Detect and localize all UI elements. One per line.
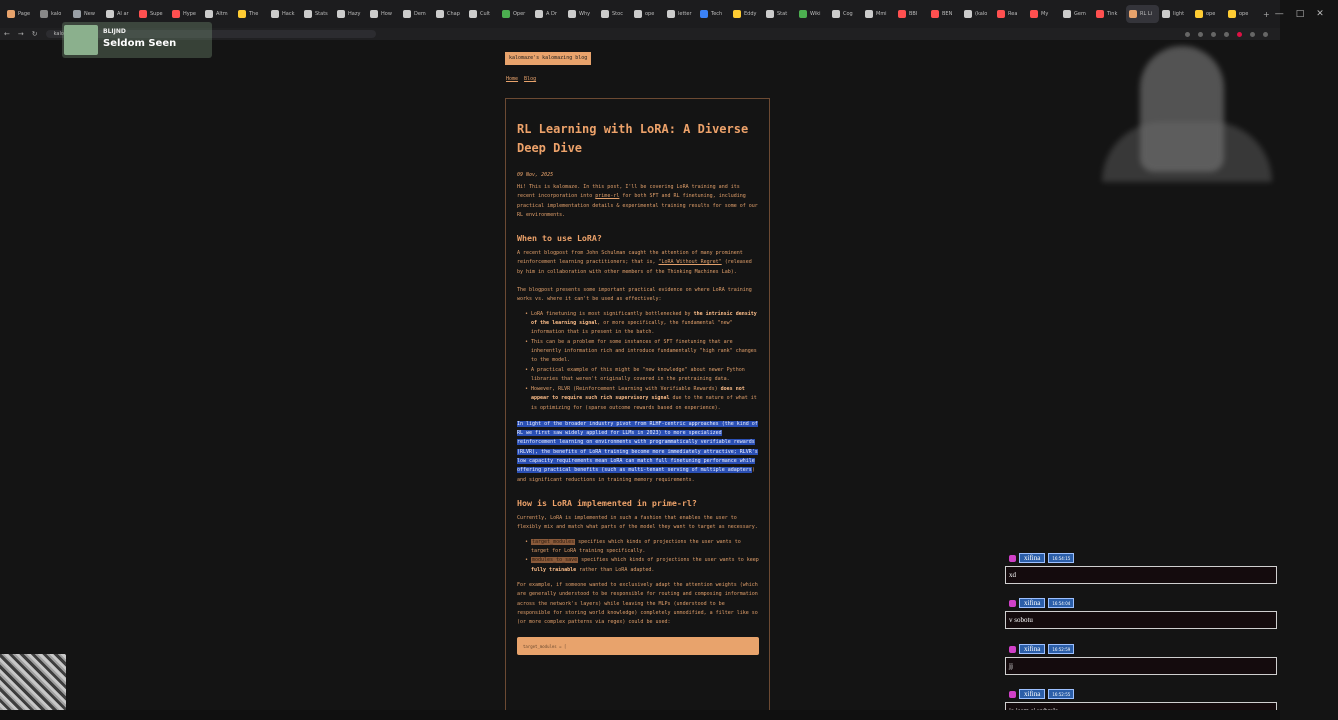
- browser-tab[interactable]: [994, 5, 1027, 23]
- tab-label: Hazy: [348, 11, 361, 17]
- chat-text: jj: [1005, 657, 1277, 675]
- tab-label: letter: [678, 11, 692, 17]
- tab-label: Chap: [447, 11, 460, 17]
- favicon-icon: [1195, 10, 1203, 18]
- browser-tab[interactable]: [301, 5, 334, 23]
- heading-when-to-use: When to use LoRA?: [517, 233, 602, 244]
- tab-label: Supe: [150, 11, 163, 17]
- article-date: 09 Nov, 2025: [517, 172, 554, 178]
- inline-code: target_modules: [532, 538, 575, 545]
- article-title: RL Learning with LoRA: A Diverse Deep Dive: [517, 122, 749, 155]
- favicon-icon: [964, 10, 972, 18]
- now-playing-widget: [62, 22, 212, 58]
- browser-tab[interactable]: [1060, 5, 1093, 23]
- webcam-overlay: [1094, 24, 1280, 182]
- list-item: • However, RLVR (Reinforcement Learning with Verifiable Rewards) does not appear to require such rich supervisory signal due to the nature of what it is optimizing for (sparse outcome rewards based on experience).: [531, 385, 759, 413]
- tab-label: AI ar: [117, 11, 129, 17]
- chat-timestamp: 16:52:55: [1048, 689, 1074, 699]
- tab-label: The: [249, 11, 259, 17]
- site-title[interactable]: kalomaze's kalomazing blog: [505, 52, 591, 65]
- tab-label: kalo: [51, 11, 62, 17]
- now-playing-artist: BLIJND: [103, 28, 126, 35]
- favicon-icon: [1129, 10, 1137, 18]
- tab-label: Hack: [282, 11, 295, 17]
- tab-label: Cog: [843, 11, 853, 17]
- favicon-icon: [997, 10, 1005, 18]
- corner-pixel-art: [0, 654, 66, 718]
- browser-tab[interactable]: [796, 5, 829, 23]
- tab-label: BBI: [909, 11, 918, 17]
- chat-timestamp: 16:54:04: [1048, 598, 1074, 608]
- tab-label: Stats: [315, 11, 328, 17]
- browser-tab[interactable]: [1093, 5, 1126, 23]
- browser-tab[interactable]: [367, 5, 400, 23]
- favicon-icon: [172, 10, 180, 18]
- browser-tab[interactable]: [103, 5, 136, 23]
- tab-label: Tink: [1107, 11, 1118, 17]
- how-paragraph-2: For example, if someone wanted to exclusively adapt the attention weights (which are generally understood to be responsible for routing and composing information across the network's layers) while leaving the MLPs (understood to be responsible for storing world knowledge) completely unmodified, a filter like so (or more complex patterns via regex) could be used:: [517, 581, 758, 626]
- maximize-icon[interactable]: □: [1295, 9, 1305, 19]
- article-card: [505, 98, 770, 720]
- list-item: • This can be a problem for some instances of SFT finetuning that are inherently information rich and introduce fundamentally "high rank" changes to the model.: [531, 338, 759, 366]
- back-icon[interactable]: ←: [4, 30, 10, 38]
- browser-tab[interactable]: [268, 5, 301, 23]
- site-nav: [506, 76, 536, 82]
- browser-tab[interactable]: [169, 5, 202, 23]
- browser-tab[interactable]: [763, 5, 796, 23]
- nav-link-blog[interactable]: Blog: [524, 76, 537, 82]
- close-icon[interactable]: ✕: [1316, 9, 1324, 19]
- tab-label: Altm: [216, 11, 228, 17]
- inline-code: modules_to_save: [532, 557, 578, 564]
- tab-label: Dem: [414, 11, 426, 17]
- browser-tab[interactable]: [466, 5, 499, 23]
- intro-paragraph: Hi! This is kalomaze. In this post, I'll be covering LoRA training and its recent incorporation into prime-rl for both SFT and RL finetuning, including practical implementation details & experimental training results for some of our RL environments.: [517, 184, 758, 218]
- browser-tab[interactable]: [862, 5, 895, 23]
- favicon-icon: [502, 10, 510, 18]
- list-item: • A practical example of this might be "new knowledge" about newer Python libraries that weren't originally covered in the pretraining data.: [531, 366, 759, 385]
- browser-tab[interactable]: [598, 5, 631, 23]
- forward-icon[interactable]: →: [17, 30, 24, 38]
- chat-timestamp: 16:52:59: [1048, 644, 1074, 654]
- browser-tab[interactable]: [136, 5, 169, 23]
- browser-tab[interactable]: [631, 5, 664, 23]
- favicon-icon: [1030, 10, 1038, 18]
- favicon-icon: [898, 10, 906, 18]
- favicon-icon: [568, 10, 576, 18]
- chat-timestamp: 16:54:15: [1048, 553, 1074, 563]
- tab-label: Wiki: [810, 11, 821, 17]
- list-item: • LoRA finetuning is most significantly bottlenecked by the intrinsic density of the learning signal, or more specifically, the fundamental "new" information that is present in the batch.: [531, 310, 759, 338]
- favicon-icon: [832, 10, 840, 18]
- favicon-icon: [601, 10, 609, 18]
- favicon-icon: [634, 10, 642, 18]
- now-playing-track: Seldom Seen: [103, 38, 177, 49]
- favicon-icon: [1162, 10, 1170, 18]
- window-controls: [1275, 9, 1338, 19]
- tab-label: ope: [1239, 11, 1249, 17]
- favicon-icon: [205, 10, 213, 18]
- modules-list: [517, 538, 759, 575]
- browser-tab[interactable]: [1027, 5, 1060, 23]
- favicon-icon: [700, 10, 708, 18]
- tab-label: New: [84, 11, 95, 17]
- browser-tab[interactable]: [565, 5, 598, 23]
- favicon-icon: [1063, 10, 1071, 18]
- browser-tab[interactable]: [400, 5, 433, 23]
- tab-label: Page: [18, 11, 31, 17]
- tab-label: Hype: [183, 11, 196, 17]
- tab-label: Eddy: [744, 11, 757, 17]
- when-paragraph-1: A recent blogpost from John Schulman caught the attention of many prominent reinforcement learning practitioners; that is, "LoRA Without Regret" (released by him in collaboration with other members of the Thinking Machines Lab).: [517, 250, 752, 275]
- minimize-icon[interactable]: —: [1274, 9, 1284, 19]
- browser-tab[interactable]: [895, 5, 928, 23]
- chat-username: xifina: [1019, 553, 1045, 563]
- browser-tab[interactable]: [961, 5, 994, 23]
- favicon-icon: [7, 10, 15, 18]
- favicon-icon: [1096, 10, 1104, 18]
- browser-tab[interactable]: [4, 5, 37, 23]
- chat-badge-icon: [1009, 600, 1016, 607]
- browser-tab[interactable]: [532, 5, 565, 23]
- lora-without-regret-link[interactable]: "LoRA Without Regret": [658, 259, 722, 266]
- chat-badge-icon: [1009, 555, 1016, 562]
- favicon-icon: [139, 10, 147, 18]
- favicon-icon: [436, 10, 444, 18]
- tab-label: BEN: [942, 11, 953, 17]
- chat-badge-icon: [1009, 691, 1016, 698]
- tab-label: Gem: [1074, 11, 1086, 17]
- favicon-icon: [403, 10, 411, 18]
- highlighted-paragraph: In light of the broader industry pivot from RLHF-centric approaches (the kind of RL we first saw widely applied for LLMs in 2023) to more specialized reinforcement learning on environments with programmatically verifiable rewards (RLVR), the benefits of LoRA training become more immediately attractive; RLVR's low capacity requirements mean LoRA can match full finetuning performance while offering practical benefits (such as multi-tenant serving of multiple adapters) and significant reductions in training memory requirements.: [517, 420, 758, 483]
- tab-label: Tech: [711, 11, 723, 17]
- list-item: • target_modules specifies which kinds of projections the user wants to target for LoRA training specifically.: [531, 538, 759, 557]
- bottom-bar: [0, 710, 1280, 720]
- browser-tab[interactable]: [664, 5, 697, 23]
- chat-username: xifina: [1019, 689, 1045, 699]
- tab-label: A Dr: [546, 11, 557, 17]
- favicon-icon: [106, 10, 114, 18]
- favicon-icon: [271, 10, 279, 18]
- browser-tab[interactable]: [1126, 5, 1159, 23]
- tab-label: RL Li: [1140, 11, 1153, 17]
- favicon-icon: [865, 10, 873, 18]
- tab-label: ope: [1206, 11, 1216, 17]
- tab-label: (kalo: [975, 11, 988, 17]
- browser-tab[interactable]: [433, 5, 466, 23]
- evidence-list: [517, 310, 759, 413]
- code-block: target_modules = [: [517, 637, 759, 655]
- favicon-icon: [931, 10, 939, 18]
- favicon-icon: [799, 10, 807, 18]
- tab-label: How: [381, 11, 392, 17]
- chat-message: [1005, 598, 1277, 629]
- browser-tab[interactable]: [37, 5, 70, 23]
- browser-tab[interactable]: [334, 5, 367, 23]
- reload-icon[interactable]: ↻: [31, 30, 38, 38]
- new-tab-button[interactable]: +: [1263, 9, 1270, 19]
- chat-text: xd: [1005, 566, 1277, 584]
- list-item: • modules_to_save specifies which kinds of projections the user wants to keep fully trainable rather than LoRA adapted.: [531, 556, 759, 575]
- browser-tab[interactable]: [1225, 5, 1258, 23]
- browser-tab[interactable]: [499, 5, 532, 23]
- favicon-icon: [766, 10, 774, 18]
- favicon-icon: [238, 10, 246, 18]
- when-paragraph-2: The blogpost presents some important practical evidence on where LoRA training works vs. where it can't be used as effectively:: [517, 287, 752, 303]
- chat-username: xifina: [1019, 644, 1045, 654]
- favicon-icon: [535, 10, 543, 18]
- text-selection: In light of the broader industry pivot from RLHF-centric approaches (the kind of RL we first saw widely applied for LLMs in 2023) to more specialized reinforcement learning on environments with programmatically verifiable rewards (RLVR), the benefits of LoRA training become more immediately attractive; RLVR's low capacity requirements mean LoRA can match full finetuning performance while offering practical benefits (such as multi-tenant serving of multiple adapters: [517, 420, 758, 474]
- tab-label: Stat: [777, 11, 788, 17]
- tab-label: ope: [645, 11, 655, 17]
- how-paragraph-1: Currently, LoRA is implemented in such a fashion that enables the user to flexibly mix and match what parts of the model they want to target as necessary.: [517, 514, 758, 531]
- webcam-figure-head: [1140, 46, 1224, 172]
- favicon-icon: [733, 10, 741, 18]
- browser-tab[interactable]: [730, 5, 763, 23]
- tab-label: Mmi: [876, 11, 887, 17]
- album-art: [64, 25, 98, 55]
- heading-how-implemented: How is LoRA implemented in prime-rl?: [517, 497, 697, 508]
- tab-strip: [4, 5, 1258, 23]
- tab-label: light: [1173, 11, 1185, 17]
- browser-tab[interactable]: [70, 5, 103, 23]
- favicon-icon: [73, 10, 81, 18]
- favicon-icon: [337, 10, 345, 18]
- favicon-icon: [304, 10, 312, 18]
- nav-link-home[interactable]: Home: [506, 76, 519, 82]
- tab-label: Stoc: [612, 11, 623, 17]
- tab-label: Oper: [513, 11, 526, 17]
- chat-text: v sobotu: [1005, 611, 1277, 629]
- prime-rl-link[interactable]: prime-rl: [595, 193, 620, 200]
- tab-label: Cult: [480, 11, 491, 17]
- browser-tab[interactable]: [697, 5, 730, 23]
- browser-tab[interactable]: [202, 5, 235, 23]
- chat-message: [1005, 553, 1277, 584]
- chat-badge-icon: [1009, 646, 1016, 653]
- favicon-icon: [469, 10, 477, 18]
- browser-tab[interactable]: [1159, 5, 1192, 23]
- tab-label: My: [1041, 11, 1049, 17]
- browser-tab[interactable]: [1192, 5, 1225, 23]
- browser-tab[interactable]: [928, 5, 961, 23]
- chat-message: [1005, 644, 1277, 675]
- favicon-icon: [667, 10, 675, 18]
- browser-tab[interactable]: [235, 5, 268, 23]
- chat-username: xifina: [1019, 598, 1045, 608]
- favicon-icon: [1228, 10, 1236, 18]
- favicon-icon: [370, 10, 378, 18]
- address-bar[interactable]: kalo: [46, 30, 376, 38]
- browser-tab[interactable]: [829, 5, 862, 23]
- tab-label: Why: [579, 11, 591, 17]
- favicon-icon: [40, 10, 48, 18]
- tab-label: Rea: [1008, 11, 1018, 17]
